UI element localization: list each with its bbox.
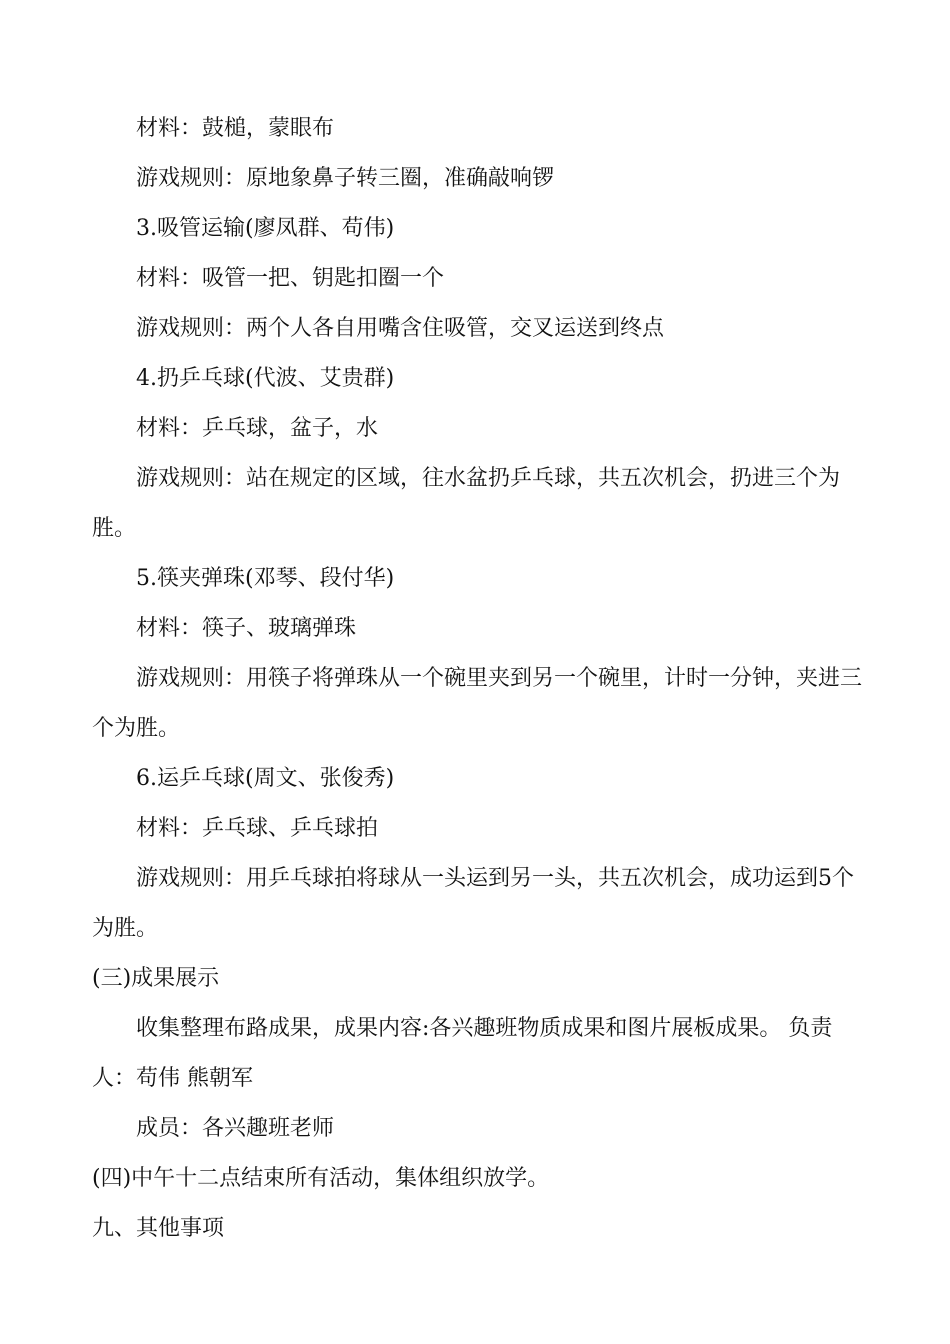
paragraph-members: 成员：各兴趣班老师 (136, 1116, 335, 1141)
section-heading-noon-dismissal: (四)中午十二点结束所有活动，集体组织放学。 (92, 1166, 550, 1191)
paragraph-rules-straw: 游戏规则：两个人各自用嘴含住吸管，交叉运送到终点 (136, 316, 665, 341)
paragraph-rules-carry-pingpong: 游戏规则：用乒乓球拍将球从一头运到另一头，共五次机会，成功运到5个为胜。 (92, 866, 854, 941)
game-heading-straw-transport: 3.吸管运输(廖凤群、苟伟) (136, 216, 395, 241)
paragraph-rules-gong: 游戏规则：原地象鼻子转三圈，准确敲响锣 (136, 166, 555, 191)
game-heading-throw-pingpong: 4.扔乒乓球(代波、艾贵群) (136, 366, 395, 391)
paragraph-materials-pingpong: 材料：乒乓球，盆子，水 (136, 416, 379, 441)
section-heading-other-matters: 九、其他事项 (92, 1216, 225, 1241)
game-heading-chopstick-marbles: 5.筷夹弹珠(邓琴、段付华) (136, 566, 395, 591)
paragraph-materials-chopsticks: 材料：筷子、玻璃弹珠 (136, 616, 357, 641)
document-body (92, 104, 862, 1254)
paragraph-materials-paddle: 材料：乒乓球、乒乓球拍 (136, 816, 379, 841)
paragraph-rules-chopstick-marbles: 游戏规则：用筷子将弹珠从一个碗里夹到另一个碗里，计时一分钟，夹进三个为胜。 (92, 666, 863, 741)
game-heading-carry-pingpong: 6.运乒乓球(周文、张俊秀) (136, 766, 395, 791)
paragraph-materials-drum: 材料：鼓槌，蒙眼布 (136, 116, 335, 141)
paragraph-results-content: 收集整理布路成果，成果内容:各兴趣班物质成果和图片展板成果。 负责人：苟伟 熊朝军 (92, 1016, 833, 1091)
section-heading-results: (三)成果展示 (92, 966, 220, 991)
paragraph-materials-straw: 材料：吸管一把、钥匙扣圈一个 (136, 266, 445, 291)
paragraph-rules-throw-pingpong: 游戏规则：站在规定的区域，往水盆扔乒乓球，共五次机会，扔进三个为胜。 (92, 466, 841, 541)
